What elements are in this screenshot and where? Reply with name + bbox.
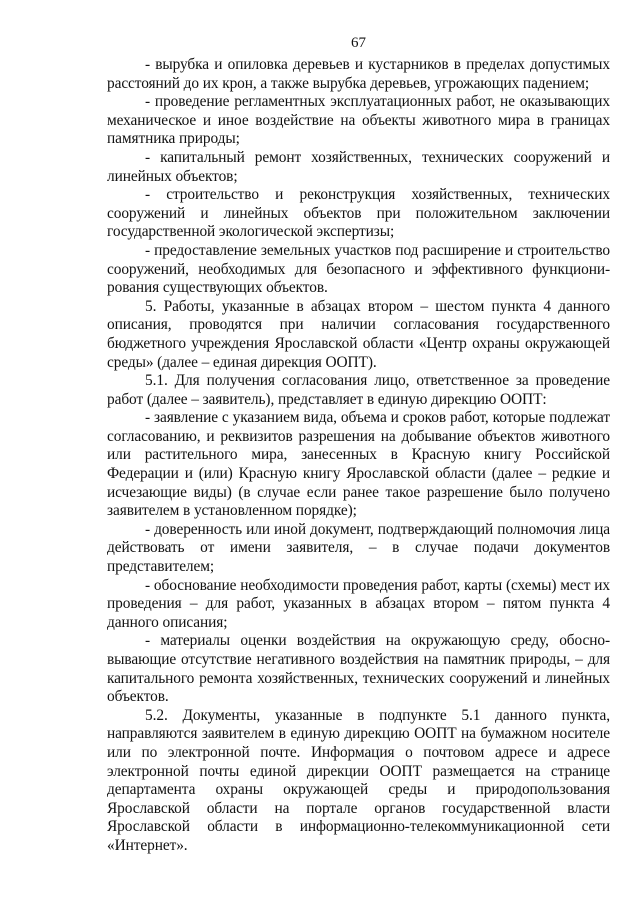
document-page [107,34,610,856]
paragraph-section-5: 5. Работы, указанные в абзацах втором – шестом пункта 4 данного описания, проводятся при наличии согласования государственного бюджетного учреждения Ярославской области «Центр охраны окружающей среды» (далее – единая дирекция ООПТ). [107,297,610,371]
paragraph-section-5-2: 5.2. Документы, указанные в подпункте 5.1 данного пункта, направляются заявителем в единую дирекцию ООПТ на бумажном носителе или по электронной почте. Информация о почтовом адресе и адресе электронной почты единой дирекции ООПТ размещается на странице департамента охраны окружающей среды и природопользования Ярославской области на портале органов государственной власти Ярославской области в информационно-телекоммуникационной сети «Интернет». [107,706,610,854]
paragraph-tree-felling: - вырубка и опиловка деревьев и кустарников в пределах допустимых расстояний до их крон, а также вырубка деревьев, угрожающих падением; [107,56,610,92]
paragraph-capital-repair: - капитальный ремонт хозяйственных, технических сооружений и линейных объектов; [107,148,610,185]
paragraph-impact-assessment: - материалы оценки воздействия на окружающую среду, обосно- вывающие отсутствие негативного воздействия на памятник природы, – для капитального ремонта хозяйственных, технических сооружений и линейных объектов. [107,632,610,706]
paragraph-section-5-1: 5.1. Для получения согласования лицо, ответственное за проведение работ (далее – заявитель), представляет в единую дирекцию ООПТ: [107,372,610,408]
paragraph-power-of-attorney: - доверенность или иной документ, подтверждающий полномочия лица действовать от имени заявителя, – в случае подачи документов представителем; [107,520,610,576]
paragraph-application: - заявление с указанием вида, объема и сроков работ, которые подлежат согласованию, и реквизитов разрешения на добывание объектов животного или растительного мира, занесенных в Красную книгу Российской Федерации и (или) Красную книгу Ярославской области (далее – редкие и исчезающие виды) (в случае если ранее такое разрешение было получено заявителем в установленном порядке); [107,409,610,520]
paragraph-justification: - обоснование необходимости проведения работ, карты (схемы) мест их проведения – для работ, указанных в абзацах втором – пятом пункта 4 данного описания; [107,576,610,631]
paragraph-land-plots: - предоставление земельных участков под расширение и строительство сооружений, необходимых для безопасного и эффективного функциони- рования существующих объектов. [107,241,610,297]
paragraph-construction: - строительство и реконструкция хозяйственных, технических сооружений и линейных объектов при положительном заключении государственной экологической экспертизы; [107,186,610,241]
paragraph-maintenance-works: - проведение регламентных эксплуатационных работ, не оказывающих механическое и иное воздействие на объекты животного мира в границах памятника природы; [107,93,610,148]
page-number: 67 [351,35,366,51]
